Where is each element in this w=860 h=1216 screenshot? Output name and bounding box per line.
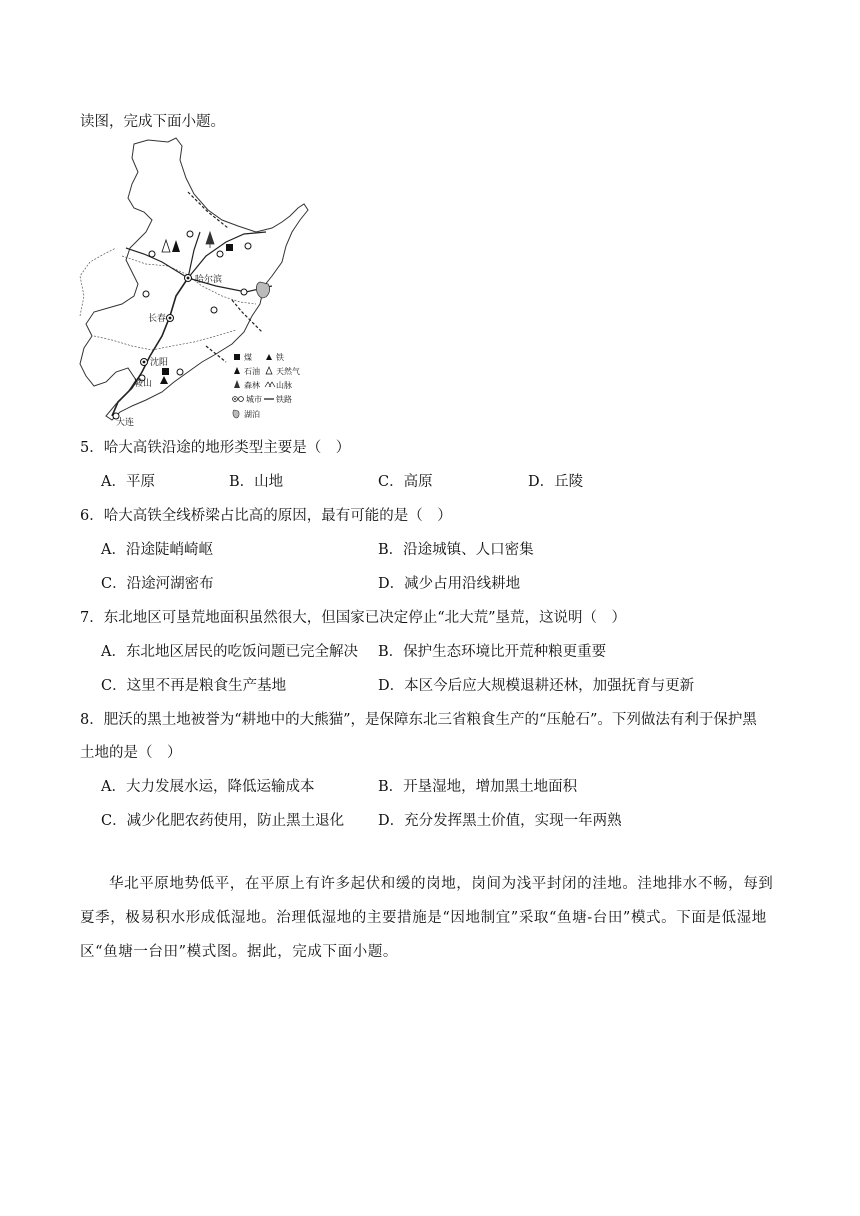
- legend-iron-icon: [266, 354, 272, 360]
- legend-coal-icon: [234, 354, 240, 360]
- railway-line: [112, 278, 188, 416]
- city-dot: [149, 251, 155, 257]
- question-8-option-c[interactable]: C．减少化肥农药使用，防止黑土退化: [101, 813, 345, 829]
- city-dot: [143, 291, 149, 297]
- lake: [256, 282, 269, 298]
- question-6-option-a[interactable]: A．沿途陡峭崎岖: [101, 542, 213, 558]
- legend-lake: 湖泊: [244, 410, 260, 419]
- forest-symbol: [206, 232, 214, 248]
- question-6-option-b[interactable]: B．沿途城镇、人口密集: [378, 542, 534, 558]
- question-8-stem-continued: 土地的是（ ）: [80, 745, 182, 761]
- question-6-option-c[interactable]: C．沿途河湖密布: [101, 576, 214, 592]
- question-8-stem: 8．肥沃的黑土地被誉为“耕地中的大熊猫”，是保障东北三省粮食生产的“压舱石”。下列做法有利于保护黑: [80, 712, 757, 728]
- province-boundary: [94, 330, 236, 350]
- question-6-option-d[interactable]: D．减少占用沿线耕地: [378, 576, 521, 592]
- question-5-option-d[interactable]: D．丘陵: [528, 474, 584, 490]
- question-5-option-a[interactable]: A．平原: [101, 474, 155, 490]
- legend-mountain-icon: [265, 382, 275, 387]
- railway-line: [188, 232, 266, 278]
- question-8-option-b[interactable]: B．开垦湿地，增加黑土地面积: [378, 779, 578, 795]
- question-7-option-c[interactable]: C．这里不再是粮食生产基地: [101, 678, 287, 694]
- legend-city: 城市: [246, 395, 262, 404]
- city-dalian-label: 大连: [116, 418, 135, 426]
- city-dot: [211, 307, 217, 313]
- question-7-option-d[interactable]: D．本区今后应大规模退耕还林，加强抚育与更新: [378, 678, 695, 694]
- question-7-stem: 7．东北地区可垦荒地面积虽然很大，但国家已决定停止“北大荒”垦荒，这说明（ ）: [80, 610, 627, 626]
- city-shenyang-label: 沈阳: [150, 358, 169, 368]
- map-legend: [233, 352, 300, 419]
- map-svg: [76, 136, 324, 426]
- legend-forest: 森林: [244, 381, 260, 390]
- legend-forest-icon: [234, 380, 240, 388]
- region-outline: [80, 138, 308, 420]
- legend-oil-icon: [234, 367, 240, 374]
- question-8-option-d[interactable]: D．充分发挥黑土价值，实现一年两熟: [378, 813, 622, 829]
- legend-coal: 煤: [244, 353, 252, 362]
- legend-gas: 天然气: [276, 367, 300, 376]
- legend-railway: 铁路: [276, 395, 292, 404]
- city-dot: [177, 369, 183, 375]
- question-8-option-a[interactable]: A．大力发展水运，降低运输成本: [101, 779, 315, 795]
- mountain-range: [206, 346, 226, 362]
- mountain-range: [232, 300, 262, 332]
- legend-iron: 铁: [276, 353, 284, 362]
- city-changchun-label: 长春: [148, 314, 167, 324]
- gas-symbol: [162, 240, 170, 252]
- city-dot: [217, 251, 223, 257]
- northeast-china-map: [76, 136, 324, 426]
- city-dot: [245, 243, 251, 249]
- question-6-stem: 6．哈大高铁全线桥梁占比高的原因，最有可能的是（ ）: [80, 508, 452, 524]
- legend-oil: 石油: [244, 367, 260, 376]
- legend-lake-icon: [233, 410, 239, 418]
- city-dot: [187, 231, 193, 237]
- city-anshan-label: 鞍山: [134, 379, 153, 389]
- oil-symbol: [172, 240, 180, 252]
- city-harbin-label: 哈尔滨: [195, 275, 223, 285]
- coal-symbol: [162, 368, 169, 375]
- legend-mountain: 山脉: [276, 381, 292, 390]
- question-5-option-c[interactable]: C．高原: [378, 474, 433, 490]
- iron-symbol: [160, 376, 168, 384]
- legend-gas-icon: [266, 367, 272, 374]
- reading-passage: 华北平原地势低平，在平原上有许多起伏和缓的岗地，岗间为浅平封闭的洼地。洼地排水不畅，每到夏季，极易积水形成低湿地。治理低湿地的主要措施是“因地制宜”采取“鱼塘-台田”模式。下面是低湿地区“鱼塘一台田”模式图。据此，完成下面小题。: [80, 876, 774, 960]
- railway-line: [126, 248, 188, 278]
- question-5-option-b[interactable]: B．山地: [229, 474, 284, 490]
- intro-text: 读图，完成下面小题。: [80, 114, 225, 130]
- province-boundary: [80, 248, 116, 316]
- question-5-stem: 5．哈大高铁沿途的地形类型主要是（ ）: [80, 440, 351, 456]
- city-dot: [241, 289, 247, 295]
- question-7-option-b[interactable]: B．保护生态环境比开荒种粮更重要: [378, 644, 607, 660]
- question-7-option-a[interactable]: A．东北地区居民的吃饭问题已完全解决: [101, 644, 358, 660]
- coal-symbol: [226, 244, 233, 251]
